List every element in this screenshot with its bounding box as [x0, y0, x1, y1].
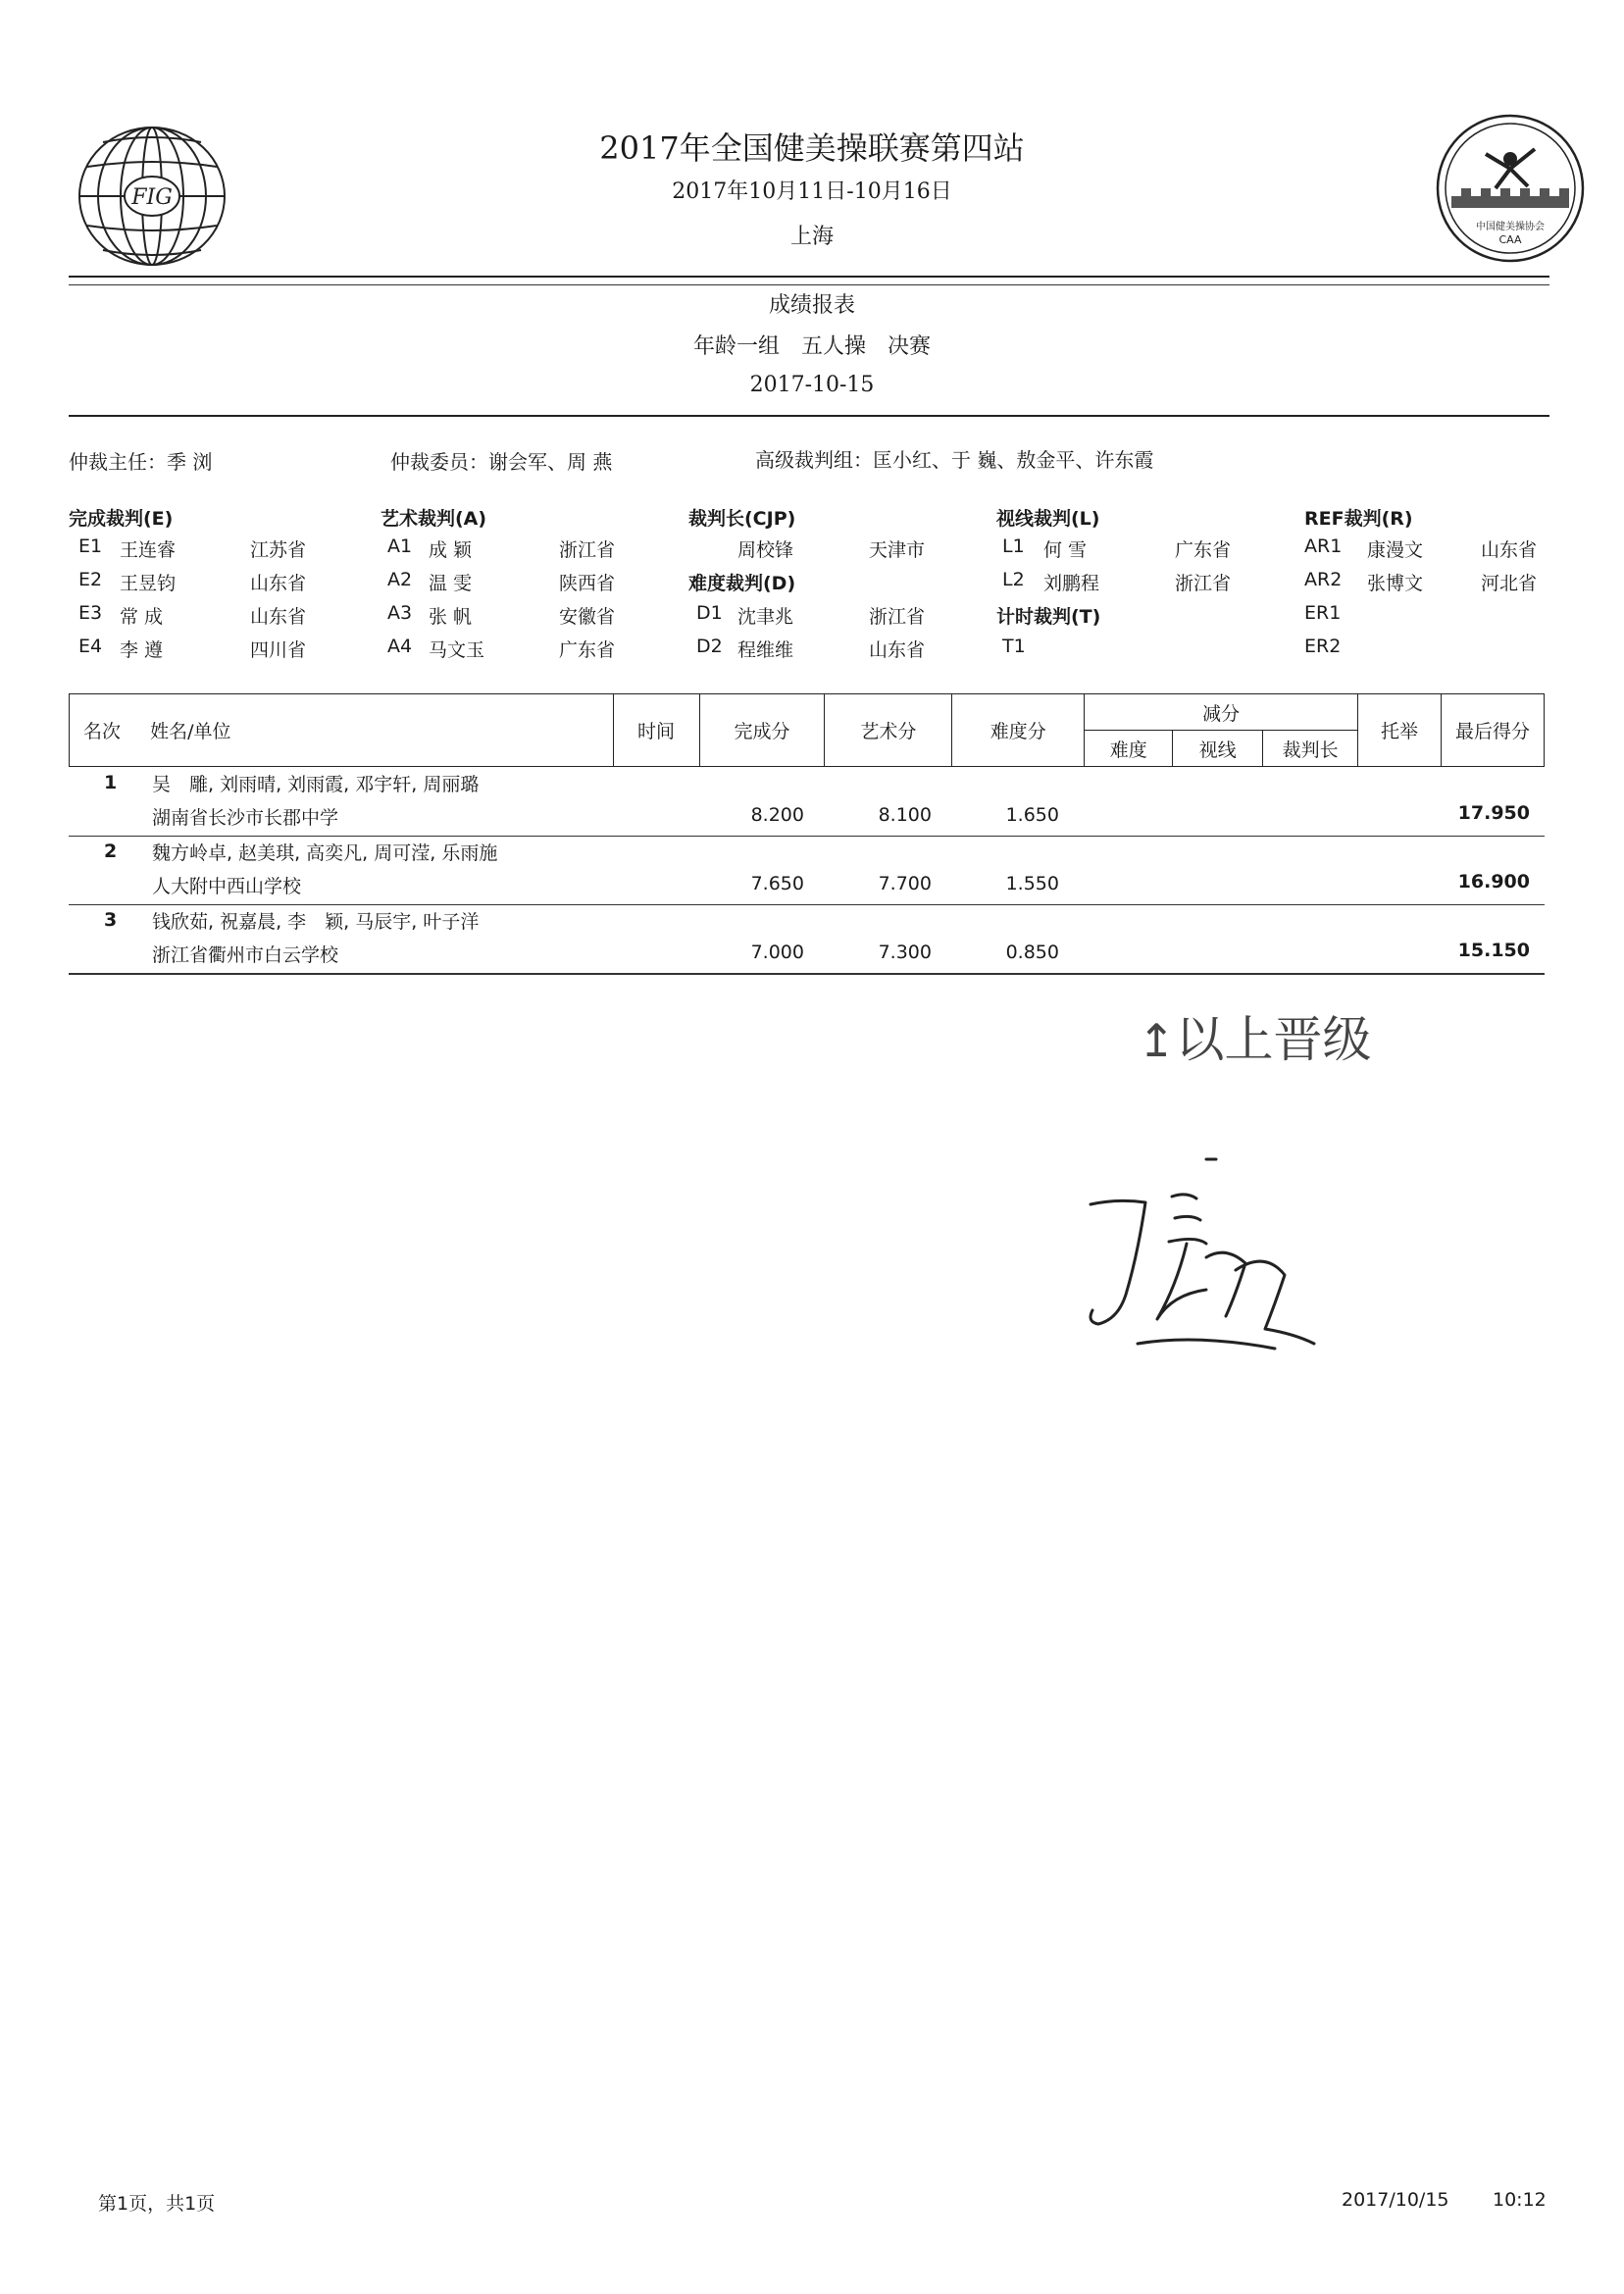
row3-diff: 0.850 [1005, 942, 1059, 963]
row1-diff: 1.650 [1005, 804, 1059, 826]
ar2-prov: 河北省 [1481, 573, 1538, 594]
e2-name: 王昱钧 [120, 573, 177, 594]
signature-icon [1079, 1147, 1334, 1373]
a3-name: 张 帆 [429, 606, 473, 628]
line-heading: 视线裁判(L) [996, 508, 1100, 530]
a2-code: A2 [387, 569, 413, 590]
a4-name: 马文玉 [429, 639, 485, 661]
footer-date: 2017/10/15 [1342, 2189, 1449, 2211]
name-unit-header: 姓名/单位 [150, 721, 231, 742]
chief-label: 仲裁主任： [69, 450, 167, 474]
up-arrow-icon: ↥ [1138, 1014, 1176, 1067]
cjp-heading: 裁判长(CJP) [688, 508, 796, 530]
artistic-header: 艺术分 [825, 694, 952, 767]
row2-unit: 人大附中西山学校 [152, 876, 302, 897]
er1-code: ER1 [1304, 602, 1342, 624]
a3-code: A3 [387, 602, 413, 624]
deduction-header: 减分 [1085, 694, 1358, 731]
l2-code: L2 [1002, 569, 1025, 590]
ded-line-header: 视线 [1173, 731, 1263, 767]
row1-names: 吴 雕, 刘雨晴, 刘雨霞, 邓宇轩, 周丽璐 [152, 774, 480, 795]
l2-prov: 浙江省 [1175, 573, 1232, 594]
caa-logo-en: CAA [1498, 233, 1522, 246]
e3-name: 常 成 [120, 606, 164, 628]
header-divider-bottom [69, 284, 1549, 285]
report-title: 成绩报表 [768, 293, 855, 318]
t1-code: T1 [1002, 636, 1026, 657]
ded-cjp-header: 裁判长 [1263, 731, 1358, 767]
difficulty-heading: 难度裁判(D) [688, 573, 796, 594]
row3-names: 钱欣茹, 祝嘉晨, 李 颖, 马辰宇, 叶子洋 [152, 911, 480, 933]
row2-exec: 7.650 [750, 873, 804, 894]
time-heading: 计时裁判(T) [996, 606, 1101, 628]
row3-final: 15.150 [1457, 940, 1530, 961]
l1-prov: 广东省 [1175, 539, 1232, 561]
time-header: 时间 [613, 694, 699, 767]
advance-text: 以上晋级 [1175, 1011, 1372, 1068]
cjp-prov: 天津市 [869, 539, 926, 561]
ded-difficulty-header: 难度 [1085, 731, 1173, 767]
row1-exec: 8.200 [750, 804, 804, 826]
er2-code: ER2 [1304, 636, 1342, 657]
caa-logo-cn: 中国健美操协会 [1476, 222, 1545, 232]
row3-unit: 浙江省衢州市白云学校 [152, 944, 339, 966]
e3-code: E3 [78, 602, 103, 624]
senior-label: 高级裁判组： [755, 448, 873, 472]
chief-name: 季 浏 [167, 450, 213, 474]
ar1-code: AR1 [1304, 535, 1343, 557]
event-dates: 2017年10月11日-10月16日 [672, 179, 952, 204]
a1-prov: 浙江省 [559, 539, 616, 561]
row1-divider [69, 836, 1545, 837]
row1-rank: 1 [104, 772, 118, 793]
footer-time: 10:12 [1493, 2189, 1547, 2211]
report-divider [69, 415, 1549, 417]
ref-heading: REF裁判(R) [1304, 508, 1413, 530]
l2-name: 刘鹏程 [1043, 573, 1100, 594]
row3-divider [69, 973, 1545, 975]
l1-code: L1 [1002, 535, 1025, 557]
cjp-name: 周校锋 [737, 539, 794, 561]
lift-header: 托举 [1358, 694, 1442, 767]
a4-code: A4 [387, 636, 413, 657]
row2-rank: 2 [104, 841, 118, 862]
ar1-prov: 山东省 [1481, 539, 1538, 561]
d2-code: D2 [696, 636, 723, 657]
row1-art: 8.100 [878, 804, 932, 826]
e2-prov: 山东省 [250, 573, 307, 594]
a2-prov: 陕西省 [559, 573, 616, 594]
row1-final: 17.950 [1457, 802, 1530, 824]
row2-art: 7.700 [878, 873, 932, 894]
e4-prov: 四川省 [250, 639, 307, 661]
row2-divider [69, 904, 1545, 905]
e4-name: 李 遵 [120, 639, 164, 661]
ar1-name: 康漫文 [1367, 539, 1424, 561]
e1-code: E1 [78, 535, 103, 557]
signature [1079, 1147, 1334, 1373]
e1-name: 王连睿 [120, 539, 177, 561]
a4-prov: 广东省 [559, 639, 616, 661]
ar2-code: AR2 [1304, 569, 1343, 590]
a1-name: 成 颖 [429, 539, 473, 561]
execution-heading: 完成裁判(E) [69, 508, 174, 530]
artistic-heading: 艺术裁判(A) [381, 508, 487, 530]
senior-names: 匡小红、于 巍、敖金平、许东霞 [873, 448, 1154, 472]
e1-prov: 江苏省 [250, 539, 307, 561]
row2-names: 魏方岭卓, 赵美琪, 高奕凡, 周可滢, 乐雨施 [152, 842, 498, 864]
d2-prov: 山东省 [869, 639, 926, 661]
d1-prov: 浙江省 [869, 606, 926, 628]
d1-code: D1 [696, 602, 723, 624]
row3-rank: 3 [104, 909, 118, 931]
row2-diff: 1.550 [1005, 873, 1059, 894]
senior-judges [755, 444, 1153, 473]
rank-name-header-cell [70, 694, 614, 767]
execution-header: 完成分 [699, 694, 825, 767]
committee-names: 谢会军、周 燕 [488, 450, 613, 474]
e3-prov: 山东省 [250, 606, 307, 628]
event-city: 上海 [789, 225, 834, 249]
report-category: 年龄一组 五人操 决赛 [692, 334, 931, 359]
row3-art: 7.300 [878, 942, 932, 963]
arbitration-committee [390, 446, 612, 475]
l1-name: 何 雪 [1043, 539, 1088, 561]
rank-header: 名次 [83, 721, 122, 742]
row2-final: 16.900 [1457, 871, 1530, 892]
results-table-header [69, 693, 1545, 767]
footer-page: 第1页，共1页 [98, 2193, 216, 2215]
committee-label: 仲裁委员： [390, 450, 488, 474]
e2-code: E2 [78, 569, 103, 590]
row3-exec: 7.000 [750, 942, 804, 963]
row1-unit: 湖南省长沙市长郡中学 [152, 807, 339, 829]
report-date: 2017-10-15 [749, 373, 875, 397]
ar2-name: 张博文 [1367, 573, 1424, 594]
e4-code: E4 [78, 636, 103, 657]
header-divider-top [69, 276, 1549, 278]
d1-name: 沈聿兆 [737, 606, 794, 628]
chief-arbiter [69, 446, 212, 475]
a2-name: 温 雯 [429, 573, 473, 594]
advance-annotation [1138, 1000, 1372, 1071]
final-header: 最后得分 [1442, 694, 1545, 767]
difficulty-header: 难度分 [952, 694, 1085, 767]
event-title: 2017年全国健美操联赛第四站 [599, 129, 1025, 167]
fig-logo-text: FIG [131, 185, 173, 210]
d2-name: 程维维 [737, 639, 794, 661]
a3-prov: 安徽省 [559, 606, 616, 628]
a1-code: A1 [387, 535, 413, 557]
